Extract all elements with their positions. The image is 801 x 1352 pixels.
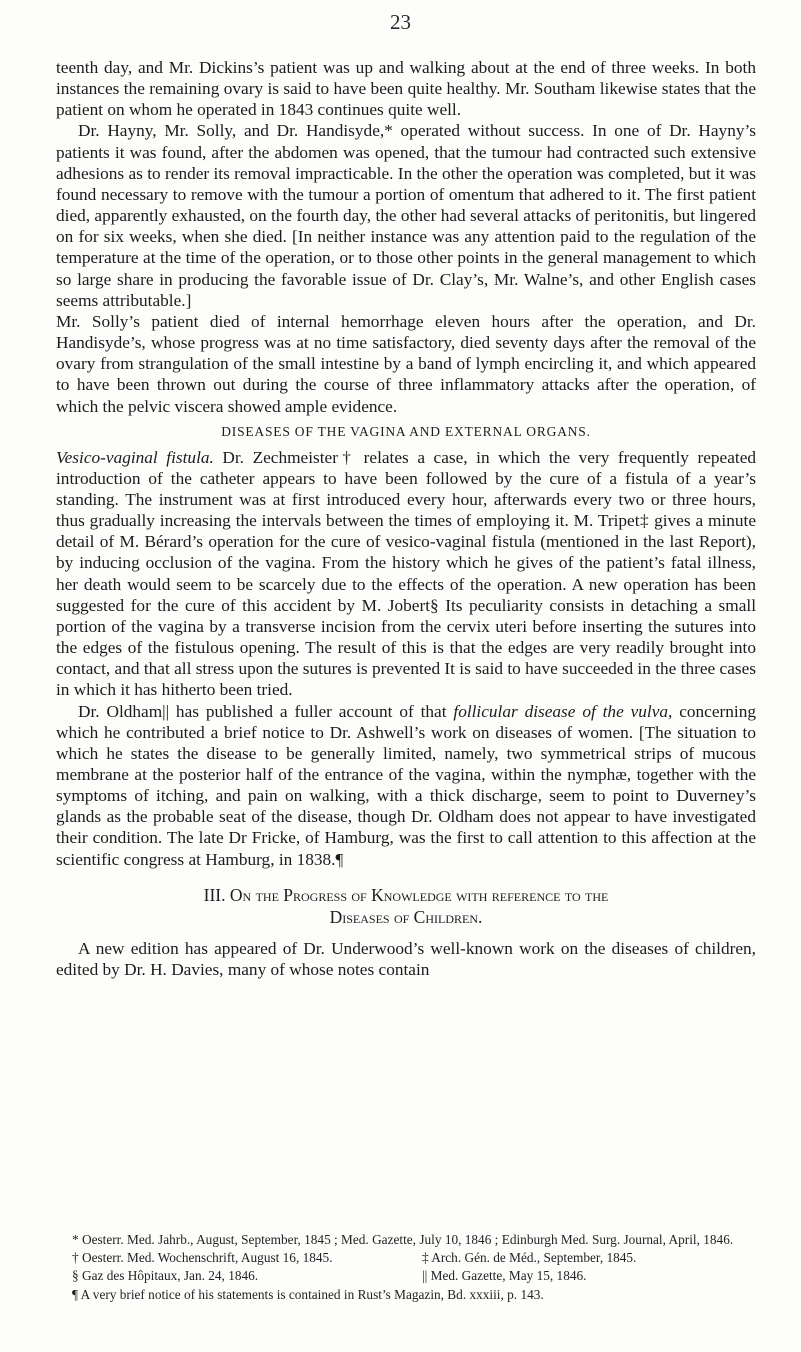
oldham-italic: follicular disease of the vulva, <box>453 701 673 721</box>
part-heading <box>56 884 756 928</box>
oldham-after: concerning which he contributed a brief notice to Dr. Ashwell’s work on diseases of women. [The situation to which he states the disease to be generally limited, namely, two symmetrical strips of mucous membrane at the posterior half of the entrance of the vagina, within the nymphæ, together with the symptoms of itching, and pain on walking, with a thick discharge, seem to point to Duverney’s glands as the probable seat of the disease, though Dr. Oldham does not appear to have investigated their condition. The late Dr Fricke, of Hamburg, was the first to call attention to this affection at the scientific congress at Hamburg, in 1838.¶ <box>56 701 756 869</box>
part-heading-line2: Diseases of Children. <box>329 906 483 927</box>
footnote-section: § Gaz des Hôpitaux, Jan. 24, 1846. <box>72 1268 259 1284</box>
paragraph-oldham <box>56 701 756 870</box>
vesico-text: Dr. Zechmeister† relates a case, in which the very frequently repeated introduction of the catheter appears to have been followed by the cure of a fistula of a year’s standing. The instrument was at first introduced every hour, afterwards every two or three hours, thus gradually increasing the intervals between the times of employing it. M. Tripet‡ gives a minute detail of M. Bérard’s operation for the cure of vesico-vaginal fistula (mentioned in the last Report), by inducing occlusion of the vagina. From the history which he gives of the patient’s fatal illness, her death would seem to be scarcely due to the effects of the operation. A new operation has been suggested for the cure of this accident by M. Jobert§ Its peculiarity consists in detaching a small portion of the vagina by a transverse incision from the cervix uteri before inserting the sutures into the edges of the fistulous opening. The result of this is that the edges are very readily brought into contact, and that all stress upon the sutures is prevented It is said to have succeeded in the three cases in which it has hitherto been tried. <box>56 447 757 700</box>
body-text <box>56 57 756 980</box>
footnote-parallel: || Med. Gazette, May 15, 1846. <box>422 1268 587 1284</box>
footnote-double-dagger: ‡ Arch. Gén. de Méd., September, 1845. <box>422 1250 637 1266</box>
paragraph-vesico-vaginal <box>56 447 756 701</box>
footnote-row-2 <box>56 1267 756 1285</box>
paragraph-underwood: A new edition has appeared of Dr. Underwood’s well-known work on the diseases of children, edited by Dr. H. Davies, many of whose notes contain <box>56 938 756 979</box>
paragraph-hayny: Dr. Hayny, Mr. Solly, and Dr. Handisyde,* operated without success. In one of Dr. Hayny’s patients it was found, after the abdomen was opened, that the tumour had contracted such extensive adhesions as to render its removal impracticable. In the other the operation was completed, but it was found necessary to remove with the tumour a portion of omentum that adhered to it. The first patient died, apparently exhausted, on the fourth day, the other had several attacks of peritonitis, but lingered on for six weeks, when she died. [In neither instance was any attention paid to the regulation of the temperature at the time of the operation, or to those other points in the general management to which so large share in producing the favorable issue of Dr. Clay’s, Mr. Walne’s, and other English cases seems attributable.] <box>56 121 756 310</box>
footnote-pilcrow: ¶ A very brief notice of his statements is contained in Rust’s Magazin, Bd. xxxiii, p. 143. <box>72 1286 544 1302</box>
page-number: 23 <box>390 10 411 34</box>
vesico-italic-lead: Vesico-vaginal fistula. <box>56 447 214 467</box>
paragraph-continuation: teenth day, and Mr. Dickins’s patient was up and walking about at the end of three weeks. In both instances the remaining ovary is said to have been quite healthy. Mr. Southam likewise states that the patient on whom he operated in 1843 continues quite well. <box>56 58 756 120</box>
footnote-star: * Oesterr. Med. Jahrb., August, September, 1845 ; Med. Gazette, July 10, 1846 ; Edinburgh Med. Surg. Journal, April, 1846. <box>72 1232 734 1247</box>
part-heading-line1: III. On the Progress of Knowledge with reference to the <box>203 884 609 905</box>
footnotes <box>56 1231 756 1304</box>
section-heading: DISEASES OF THE VAGINA AND EXTERNAL ORGANS. <box>221 423 591 439</box>
footnote-row-1 <box>56 1249 756 1267</box>
footnote-dagger: † Oesterr. Med. Wochenschrift, August 16, 1845. <box>72 1250 333 1266</box>
oldham-before: Dr. Oldham|| has published a fuller account of that <box>78 701 454 721</box>
paragraph-solly: Mr. Solly’s patient died of internal hemorrhage eleven hours after the operation, and Dr. Handisyde’s, whose progress was at no time satisfactory, died seventy days after the removal of the ovary from strangulation of the small intestine by a band of lymph encircling it, and which appeared to have been thrown out during the course of three inflammatory attacks after the operation, of which the pelvic viscera showed ample evidence. <box>56 311 756 416</box>
